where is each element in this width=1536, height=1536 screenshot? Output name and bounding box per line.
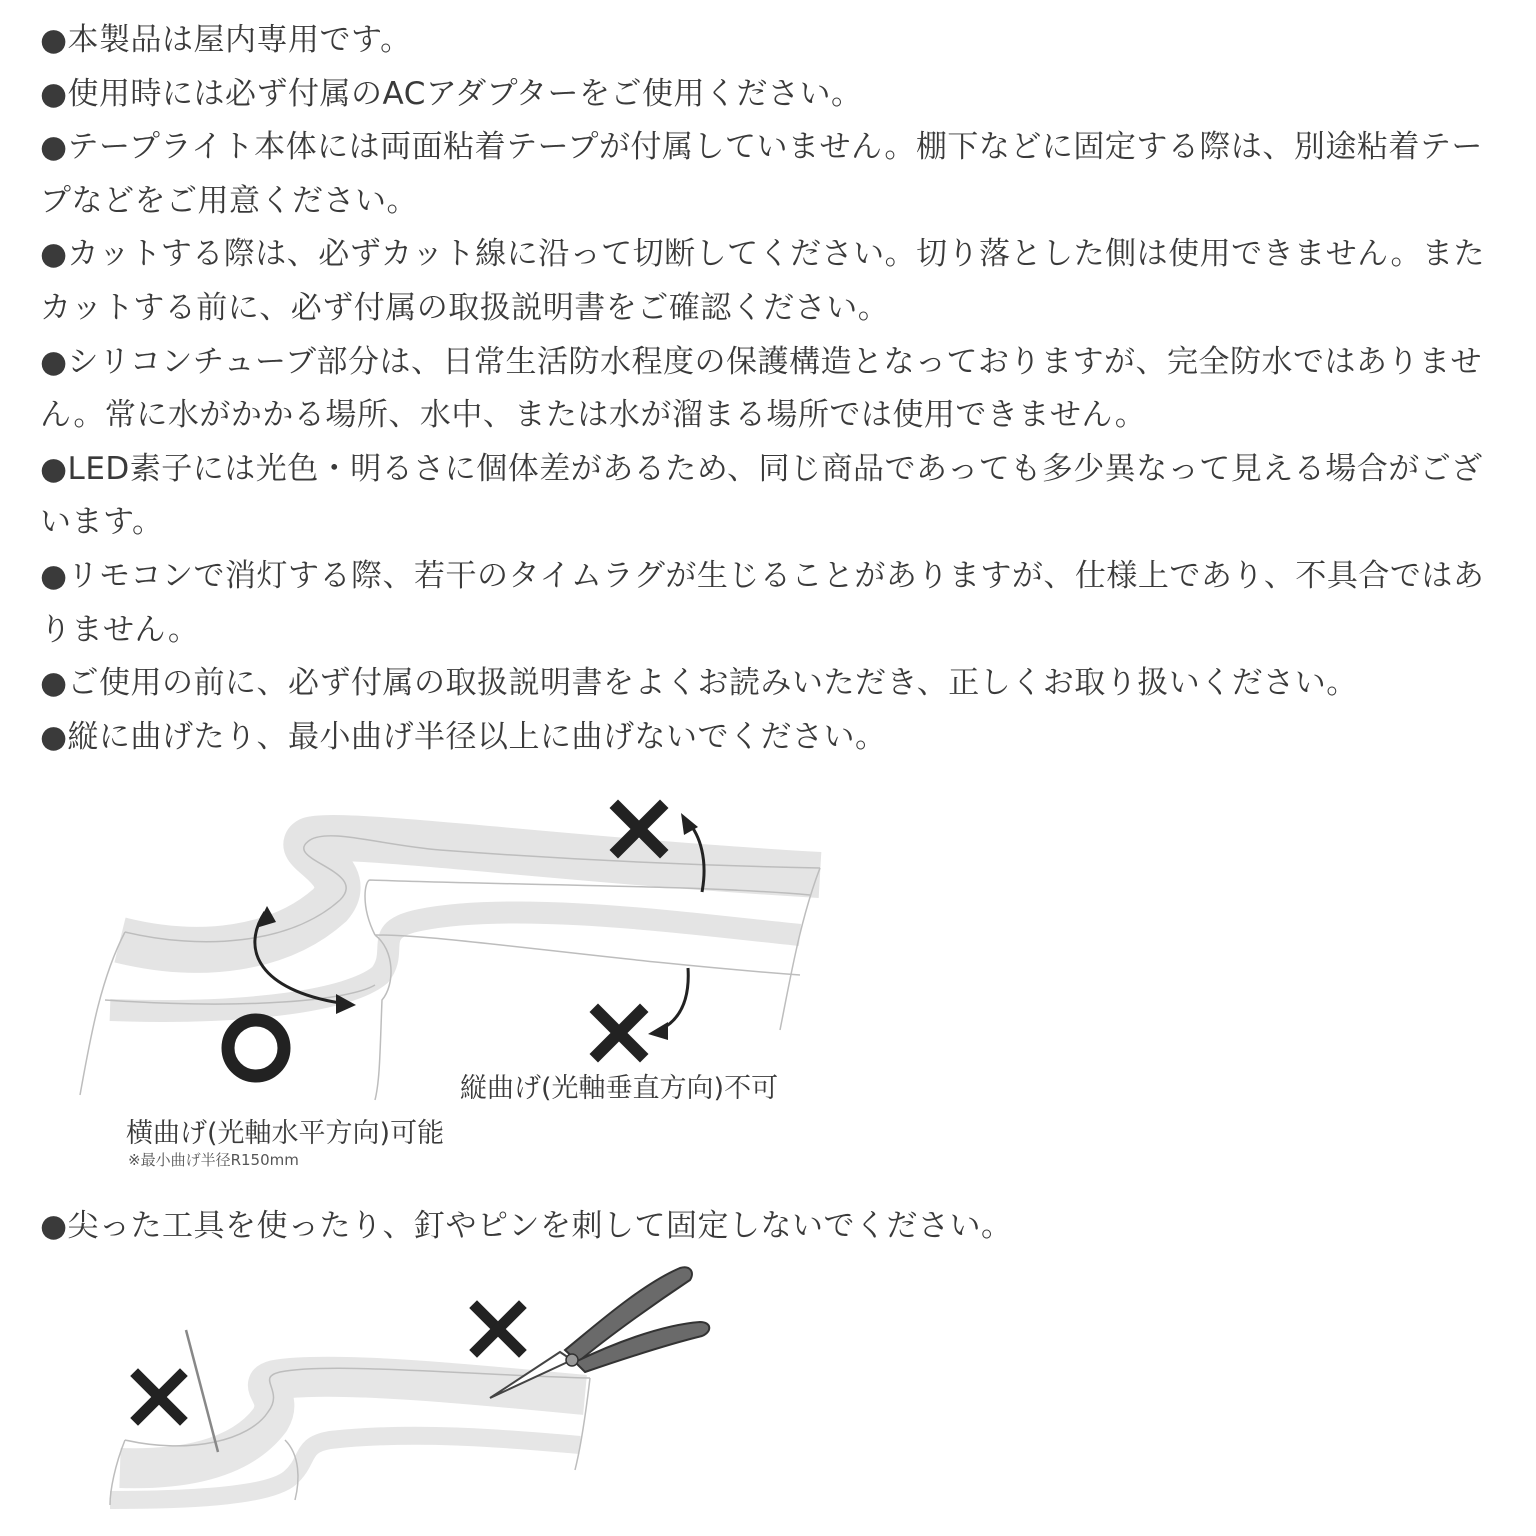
note-bending: ●縦に曲げたり、最小曲げ半径以上に曲げないでください。 — [40, 718, 887, 755]
ng-x-icon-pin — [138, 1376, 180, 1418]
note-led-variation: ●LED素子には光色・明るさに個体差があるため、同じ商品であっても多少異なって見える場合がございます。 — [40, 450, 1483, 541]
horizontal-bend-label: 横曲げ(光軸水平方向)可能 — [126, 1118, 445, 1149]
min-radius-note: ※最小曲げ半径R150mm — [128, 1151, 299, 1169]
note-waterproof: ●シリコンチューブ部分は、日常生活防水程度の保護構造となっておりますが、完全防水ではありません。常に水がかかる場所、水中、または水が溜まる場所では使用できません。 — [40, 343, 1482, 434]
ng-x-icon-bottom — [598, 1012, 640, 1054]
note-ac-adapter: ●使用時には必ず付属のACアダプターをご使用ください。 — [40, 75, 863, 112]
note-read-manual: ●ご使用の前に、必ず付属の取扱説明書をよくお読みいただき、正しくお取り扱いください。 — [40, 665, 1358, 702]
note-adhesive-tape: ●テープライト本体には両面粘着テープが付属していません。棚下などに固定する際は、別途粘着テープなどをご用意ください。 — [40, 129, 1483, 219]
tools-diagram — [110, 1368, 590, 1505]
pliers-icon — [490, 1267, 709, 1398]
note-cutting: ●カットする際は、必ずカット線に沿って切断してください。切り落とした側は使用できません。またカットする前に、必ず付属の取扱説明書をご確認ください。 — [40, 236, 1486, 326]
pin-icon — [186, 1330, 218, 1452]
ok-circle-icon — [228, 1020, 284, 1076]
note-remote-lag: ●リモコンで消灯する際、若干のタイムラグが生じることがありますが、仕様上であり、不具合ではありません。 — [40, 557, 1485, 648]
vertical-bend-label: 縦曲げ(光軸垂直方向)不可 — [460, 1073, 779, 1104]
note-sharp-tools: ●尖った工具を使ったり、釘やピンを刺して固定しないでください。 — [40, 1208, 1013, 1244]
note-indoor-only: ●本製品は屋内専用です。 — [40, 22, 412, 58]
ng-x-icon-pliers — [477, 1308, 519, 1350]
vertical-bend-arrow-down-icon — [660, 968, 688, 1030]
